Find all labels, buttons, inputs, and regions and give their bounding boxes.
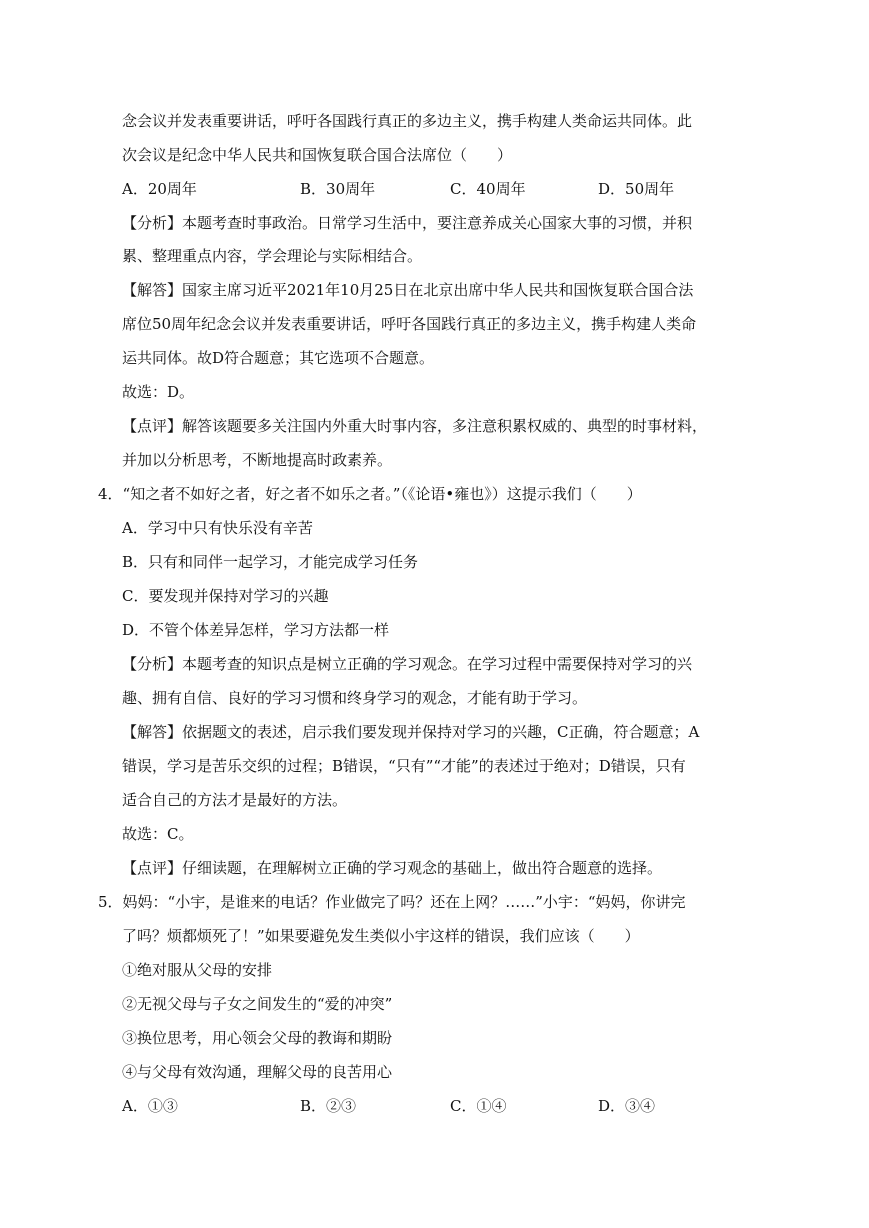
- q3-option-a: A．20周年: [122, 180, 197, 198]
- q3-options: [122, 178, 762, 200]
- q4-answer-line-3: 适合自己的方法才是最好的方法。: [122, 791, 348, 809]
- q4-analysis-line-2: 趣、拥有自信、良好的学习习惯和终身学习的观念，才能有助于学习。: [122, 689, 588, 707]
- q5-option-a: A．①③: [122, 1097, 178, 1115]
- q3-stem-line-2: 次会议是纪念中华人民共和国恢复联合国合法席位（ ）: [122, 146, 513, 164]
- q3-stem-line-1: 念会议并发表重要讲话，呼吁各国践行真正的多边主义，携手构建人类命运共同体。此: [122, 112, 693, 130]
- q3-answer-line-2: 席位50周年纪念会议并发表重要讲话，呼吁各国践行真正的多边主义，携手构建人类命: [122, 315, 697, 333]
- q5-item-3: ③换位思考，用心领会父母的教诲和期盼: [122, 1029, 393, 1047]
- q4-choice: 故选：C。: [122, 825, 194, 843]
- q4-option-c: C．要发现并保持对学习的兴趣: [122, 587, 329, 605]
- q4-answer-line-1: 【解答】依据题文的表述，启示我们要发现并保持对学习的兴趣，C正确，符合题意；A: [122, 723, 700, 741]
- q5-item-4: ④与父母有效沟通，理解父母的良苦用心: [122, 1063, 393, 1081]
- q4-stem: 4．“知之者不如好之者，好之者不如乐之者。”（《论语•雍也》）这提示我们（ ）: [98, 485, 642, 503]
- q5-item-2: ②无视父母与子女之间发生的“爱的冲突”: [122, 995, 393, 1013]
- q3-choice: 故选：D。: [122, 383, 195, 401]
- q5-option-c: C．①④: [450, 1097, 507, 1115]
- q3-option-b: B．30周年: [300, 180, 376, 198]
- q4-answer-line-2: 错误，学习是苦乐交织的过程；B错误，“只有”“才能”的表述过于绝对；D错误，只有: [122, 757, 686, 775]
- q3-analysis-line-1: 【分析】本题考查时事政治。日常学习生活中，要注意养成关心国家大事的习惯，并积: [122, 214, 693, 232]
- q5-options: [122, 1095, 762, 1117]
- q5-option-d: D．③④: [598, 1097, 656, 1115]
- q4-comment: 【点评】仔细读题，在理解树立正确的学习观念的基础上，做出符合题意的选择。: [122, 859, 663, 877]
- q4-analysis-line-1: 【分析】本题考查的知识点是树立正确的学习观念。在学习过程中需要保持对学习的兴: [122, 655, 693, 673]
- q4-option-a: A．学习中只有快乐没有辛苦: [122, 519, 313, 537]
- q4-option-b: B．只有和同伴一起学习，才能完成学习任务: [122, 553, 419, 571]
- q4-option-d: D．不管个体差异怎样，学习方法都一样: [122, 621, 390, 639]
- q3-option-c: C．40周年: [450, 180, 526, 198]
- q3-comment-line-1: 【点评】解答该题要多关注国内外重大时事内容，多注意积累权威的、典型的时事材料，: [122, 417, 708, 435]
- q5-stem-line-2: 了吗？烦都烦死了！”如果要避免发生类似小宇这样的错误，我们应该（ ）: [122, 927, 640, 945]
- q5-stem-line-1: 5．妈妈：“小宇，是谁来的电话？作业做完了吗？还在上网？……”小宇：“妈妈，你讲完: [98, 893, 686, 911]
- q3-option-d: D．50周年: [598, 180, 675, 198]
- q5-item-1: ①绝对服从父母的安排: [122, 961, 273, 979]
- q3-answer-line-3: 运共同体。故D符合题意；其它选项不合题意。: [122, 349, 435, 367]
- q3-answer-line-1: 【解答】国家主席习近平2021年10月25日在北京出席中华人民共和国恢复联合国合法: [122, 281, 694, 299]
- q3-comment-line-2: 并加以分析思考，不断地提高时政素养。: [122, 451, 393, 469]
- q5-option-b: B．②③: [300, 1097, 357, 1115]
- q3-analysis-line-2: 累、整理重点内容，学会理论与实际相结合。: [122, 247, 423, 265]
